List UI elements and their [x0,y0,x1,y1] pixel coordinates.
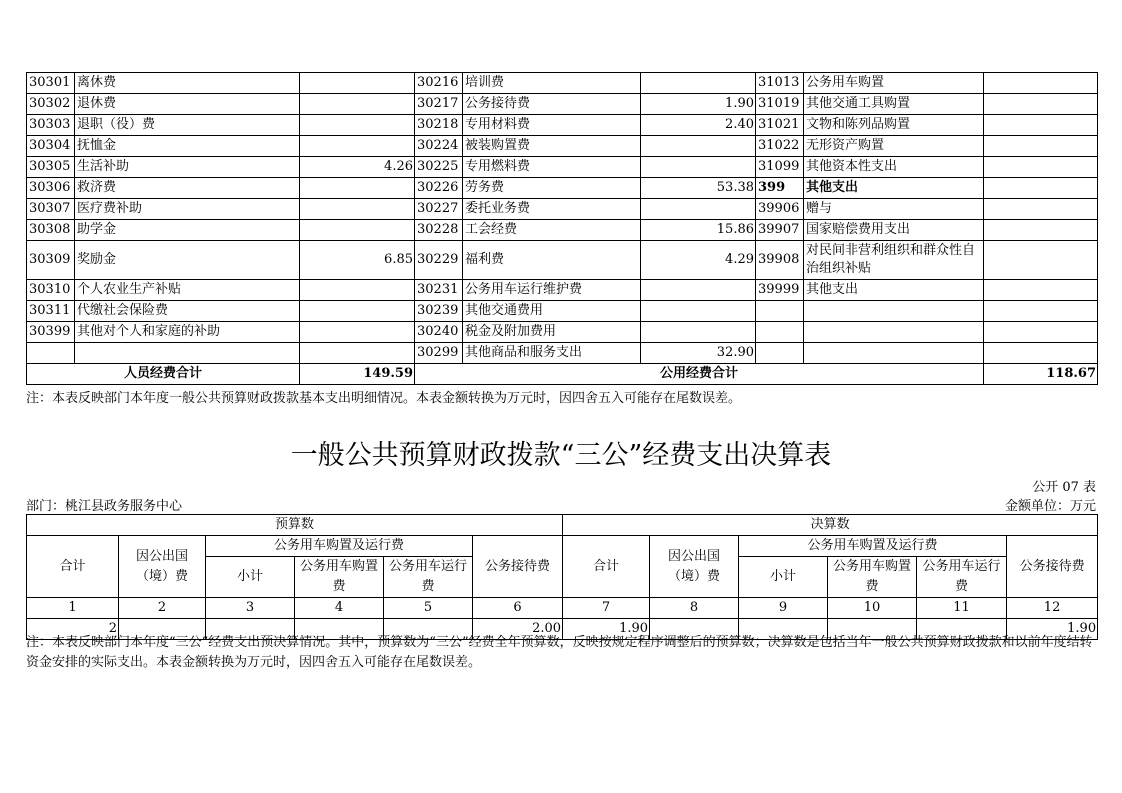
econ-code-cell: 30228 [415,220,463,241]
item-name-cell: 被装购置费 [463,136,641,157]
econ-code-cell: 31013 [756,73,804,94]
amount-cell [300,199,415,220]
amount-cell [300,136,415,157]
amount-cell: 53.38 [641,178,756,199]
amount-cell: 4.26 [300,157,415,178]
item-name-cell: 专用材料费 [463,115,641,136]
item-name-cell: 奖励金 [75,241,300,280]
item-name-cell: 公务用车购置 [804,73,984,94]
budget-abroad-header: 因公出国（境）费 [119,536,206,598]
econ-code-cell: 31022 [756,136,804,157]
table-row [27,157,1098,178]
econ-code-cell: 30308 [27,220,75,241]
budget-total-header: 合计 [27,536,119,598]
item-name-cell: 文物和陈列品购置 [804,115,984,136]
personnel-total-value: 149.59 [300,364,415,385]
econ-code-cell: 39908 [756,241,804,280]
amount-cell [300,301,415,322]
econ-code-cell: 30309 [27,241,75,280]
amount-cell [641,199,756,220]
amount-cell [641,136,756,157]
amount-cell: 32.90 [641,343,756,364]
item-name-cell [75,343,300,364]
table-row [27,199,1098,220]
econ-code-cell: 30301 [27,73,75,94]
amount-cell [300,178,415,199]
final-vehicle-header: 公务用车购置及运行费 [739,536,1007,557]
item-name-cell: 退职（役）费 [75,115,300,136]
amount-cell [300,94,415,115]
amount-cell [984,115,1098,136]
econ-code-cell: 30224 [415,136,463,157]
table-row [27,115,1098,136]
amount-cell [641,301,756,322]
econ-code-cell: 30399 [27,322,75,343]
econ-code-cell: 30218 [415,115,463,136]
value-cell: 1.90 [563,619,650,640]
item-name-cell: 培训费 [463,73,641,94]
econ-code-cell: 399 [756,178,804,199]
econ-code-cell: 30306 [27,178,75,199]
econ-code-cell: 30311 [27,301,75,322]
amount-cell [984,220,1098,241]
value-cell: 2.00 [473,619,563,640]
item-name-cell: 其他商品和服务支出 [463,343,641,364]
amount-cell [641,280,756,301]
econ-code-cell: 30227 [415,199,463,220]
amount-cell: 2.40 [641,115,756,136]
table-header-row [27,536,1098,557]
econ-code-cell: 30304 [27,136,75,157]
item-name-cell: 其他交通工具购置 [804,94,984,115]
econ-code-cell [756,301,804,322]
econ-code-cell: 31019 [756,94,804,115]
final-total-header: 合计 [563,536,650,598]
final-purchase-header: 公务用车购置费 [828,557,917,598]
item-name-cell: 劳务费 [463,178,641,199]
item-name-cell: 其他对个人和家庭的补助 [75,322,300,343]
table-row [27,343,1098,364]
amount-cell [984,280,1098,301]
column-number-cell: 9 [739,598,828,619]
budget-operate-header: 公务用车运行费 [384,557,473,598]
item-name-cell: 专用燃料费 [463,157,641,178]
econ-code-cell [756,322,804,343]
econ-code-cell: 30305 [27,157,75,178]
econ-code-cell: 30231 [415,280,463,301]
econ-code-cell: 39906 [756,199,804,220]
column-number-cell: 4 [295,598,384,619]
budget-vehicle-header: 公务用车购置及运行费 [206,536,473,557]
econ-code-cell: 31021 [756,115,804,136]
table-total-row [27,364,1098,385]
amount-cell [984,73,1098,94]
three-public-expense-table [26,514,1098,640]
column-number-cell: 7 [563,598,650,619]
amount-cell [984,241,1098,280]
amount-cell [300,343,415,364]
table-row [27,178,1098,199]
amount-cell [984,94,1098,115]
value-cell: 1.90 [1007,619,1098,640]
budget-header: 预算数 [27,515,563,536]
table-row [27,280,1098,301]
item-name-cell: 其他支出 [804,280,984,301]
item-name-cell: 对民间非营利组织和群众性自治组织补贴 [804,241,984,280]
table-row [27,241,1098,280]
econ-code-cell: 30307 [27,199,75,220]
basic-expense-table [26,72,1098,385]
budget-purchase-header: 公务用车购置费 [295,557,384,598]
form-number: 公开 07 表 [1032,480,1096,495]
value-cell: 2 [27,619,119,640]
amount-cell [300,280,415,301]
item-name-cell: 其他资本性支出 [804,157,984,178]
item-name-cell: 离休费 [75,73,300,94]
econ-code-cell: 30229 [415,241,463,280]
item-name-cell: 委托业务费 [463,199,641,220]
column-number-cell: 5 [384,598,473,619]
item-name-cell: 公务接待费 [463,94,641,115]
table-row [27,220,1098,241]
item-name-cell: 救济费 [75,178,300,199]
column-number-cell: 8 [650,598,739,619]
column-number-cell: 3 [206,598,295,619]
econ-code-cell: 30302 [27,94,75,115]
item-name-cell: 个人农业生产补贴 [75,280,300,301]
amount-cell [984,157,1098,178]
final-subtotal-header: 小计 [739,557,828,598]
item-name-cell: 国家赔偿费用支出 [804,220,984,241]
amount-cell [300,115,415,136]
item-name-cell [804,322,984,343]
item-name-cell [804,343,984,364]
item-name-cell: 无形资产购置 [804,136,984,157]
item-name-cell: 助学金 [75,220,300,241]
item-name-cell: 税金及附加费用 [463,322,641,343]
column-number-cell: 2 [119,598,206,619]
column-number-cell: 11 [917,598,1007,619]
column-number-cell: 10 [828,598,917,619]
econ-code-cell: 30216 [415,73,463,94]
amount-cell [641,73,756,94]
personnel-total-label: 人员经费合计 [27,364,300,385]
column-number-cell: 12 [1007,598,1098,619]
amount-cell [641,322,756,343]
column-number-cell: 6 [473,598,563,619]
table-row [27,136,1098,157]
table-row [27,301,1098,322]
econ-code-cell: 39999 [756,280,804,301]
amount-cell [984,178,1098,199]
page-title: 一般公共预算财政拨款“三公”经费支出决算表 [290,440,832,471]
basic-expense-table-body [27,73,1098,364]
final-abroad-header: 因公出国（境）费 [650,536,739,598]
amount-cell [984,199,1098,220]
amount-cell: 6.85 [300,241,415,280]
public-total-label: 公用经费合计 [415,364,984,385]
public-total-value: 118.67 [984,364,1098,385]
econ-code-cell: 30310 [27,280,75,301]
final-operate-header: 公务用车运行费 [917,557,1007,598]
econ-code-cell: 30217 [415,94,463,115]
item-name-cell: 退休费 [75,94,300,115]
econ-code-cell: 30225 [415,157,463,178]
item-name-cell: 医疗费补助 [75,199,300,220]
amount-cell: 4.29 [641,241,756,280]
amount-cell [984,322,1098,343]
econ-code-cell: 30226 [415,178,463,199]
item-name-cell: 代缴社会保险费 [75,301,300,322]
table-row [27,94,1098,115]
econ-code-cell: 39907 [756,220,804,241]
final-reception-header: 公务接待费 [1007,536,1098,598]
column-number-row [27,598,1098,619]
amount-cell [984,343,1098,364]
budget-subtotal-header: 小计 [206,557,295,598]
item-name-cell: 赠与 [804,199,984,220]
econ-code-cell [27,343,75,364]
column-number-cell: 1 [27,598,119,619]
item-name-cell: 生活补助 [75,157,300,178]
econ-code-cell [756,343,804,364]
budget-reception-header: 公务接待费 [473,536,563,598]
item-name-cell [804,301,984,322]
unit-label: 金额单位：万元 [1004,499,1096,514]
item-name-cell: 抚恤金 [75,136,300,157]
amount-cell [300,220,415,241]
amount-cell [984,136,1098,157]
item-name-cell: 福利费 [463,241,641,280]
final-header: 决算数 [563,515,1098,536]
amount-cell: 15.86 [641,220,756,241]
table-row [27,73,1098,94]
econ-code-cell: 31099 [756,157,804,178]
econ-code-cell: 30303 [27,115,75,136]
amount-cell [984,301,1098,322]
econ-code-cell: 30299 [415,343,463,364]
item-name-cell: 公务用车运行维护费 [463,280,641,301]
amount-cell [300,73,415,94]
department-label: 部门：桃江县政务服务中心 [26,499,183,514]
table2-note: 注：本表反映部门本年度“三公”经费支出预决算情况。其中，预算数为“三公”经费全年预算数，反映按规定程序调整后的预算数；决算数是包括当年一般公共预算财政拨款和以前年度结转资金安排的实际支出。本表金额转换为万元时，因四舍五入可能存在尾数误差。 [26,635,1093,670]
econ-code-cell: 30240 [415,322,463,343]
amount-cell: 1.90 [641,94,756,115]
item-name-cell: 其他交通费用 [463,301,641,322]
table1-note: 注：本表反映部门本年度一般公共预算财政拨款基本支出明细情况。本表金额转换为万元时，因四舍五入可能存在尾数误差。 [26,391,742,406]
item-name-cell: 工会经费 [463,220,641,241]
amount-cell [300,322,415,343]
table-header-row [27,515,1098,536]
table-row [27,322,1098,343]
econ-code-cell: 30239 [415,301,463,322]
amount-cell [641,157,756,178]
item-name-cell: 其他支出 [804,178,984,199]
